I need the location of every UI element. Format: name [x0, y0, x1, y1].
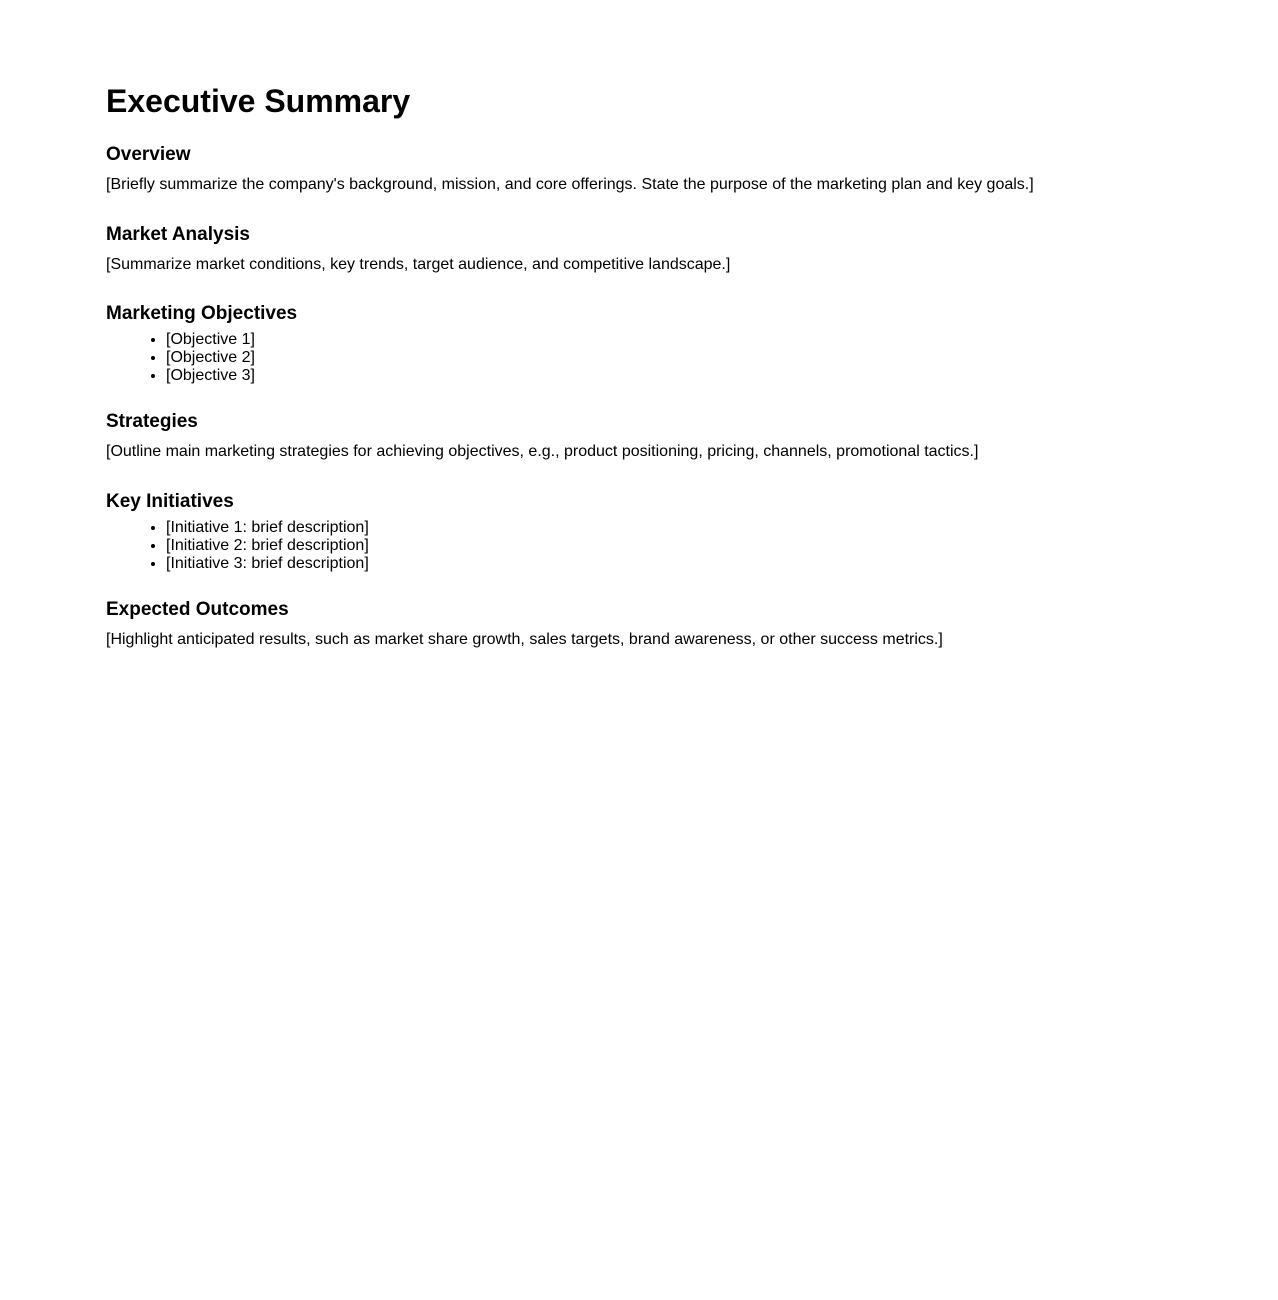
list-item: • [Initiative 1: brief description] [166, 519, 1166, 537]
section-key-initiatives [106, 491, 1166, 573]
section-strategies [106, 411, 1166, 461]
section-overview [106, 144, 1166, 194]
objectives-list [106, 331, 1166, 385]
section-paragraph: [Summarize market conditions, key trends, target audience, and competitive landscape.] [106, 256, 731, 273]
page-title: Executive Summary [106, 83, 411, 119]
section-market-analysis [106, 224, 1166, 274]
section-heading: Overview [106, 144, 191, 165]
list-item: • [Objective 2] [166, 349, 1166, 367]
list-item: • [Initiative 3: brief description] [166, 555, 1166, 573]
section-paragraph: [Outline main marketing strategies for achieving objectives, e.g., product positioning, pricing, channels, promotional tactics.] [106, 443, 979, 460]
list-item: • [Initiative 2: brief description] [166, 537, 1166, 555]
section-heading: Key Initiatives [106, 491, 234, 512]
section-heading: Strategies [106, 411, 198, 432]
section-expected-outcomes [106, 599, 1166, 649]
section-heading: Marketing Objectives [106, 303, 298, 324]
section-heading: Market Analysis [106, 224, 250, 245]
list-item: • [Objective 3] [166, 367, 1166, 385]
section-marketing-objectives [106, 303, 1166, 385]
list-item: • [Objective 1] [166, 331, 1166, 349]
section-heading: Expected Outcomes [106, 599, 289, 620]
section-paragraph: [Highlight anticipated results, such as market share growth, sales targets, brand awareness, or other success metrics.] [106, 631, 943, 648]
initiatives-list [106, 519, 1166, 573]
section-paragraph: [Briefly summarize the company's background, mission, and core offerings. State the purpose of the marketing plan and key goals.] [106, 176, 1034, 193]
